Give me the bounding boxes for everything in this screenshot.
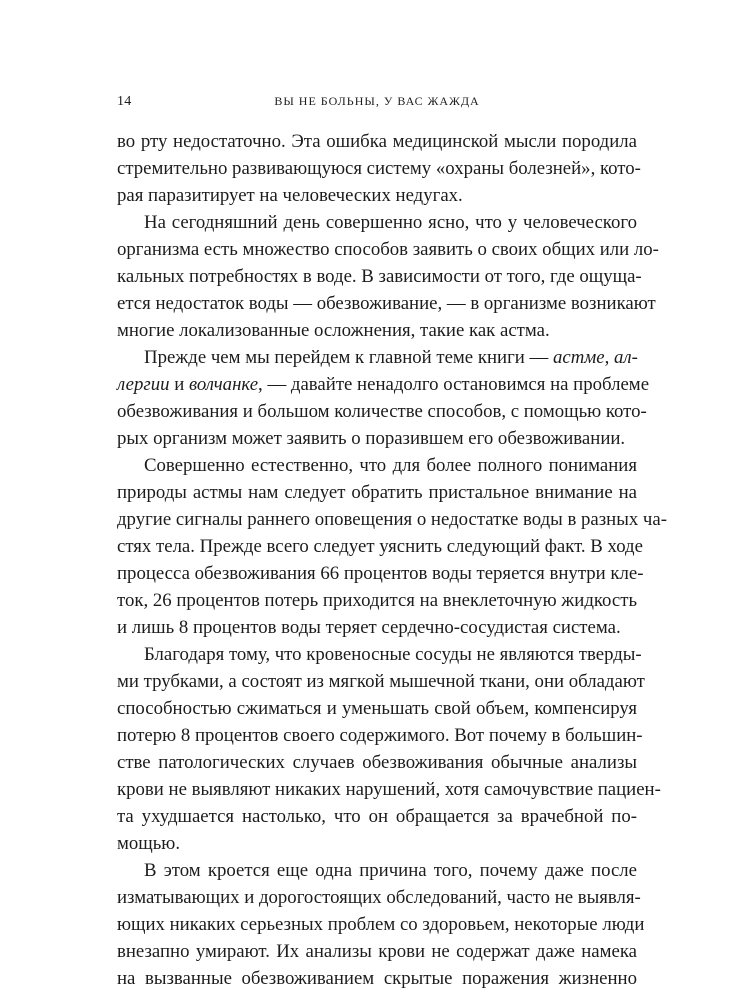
text-line: природы астмы нам следует обратить пристальное внимание на [117, 482, 637, 503]
text-line: та ухудшается настолько, что он обращается за врачебной по- [117, 806, 637, 827]
text-line: В этом кроется еще одна причина того, почему даже после [144, 860, 637, 881]
text-run: , [604, 347, 615, 368]
text-line: многие локализованные осложнения, такие как астма. [117, 320, 550, 341]
text-line: во рту недостаточно. Эта ошибка медицинской мысли породила [117, 131, 637, 152]
text-line [117, 371, 650, 398]
paragraph-2 [117, 209, 659, 344]
text-line: стве патологических случаев обезвоживания обычные анализы [117, 752, 637, 773]
text-line: на вызванные обезвоживанием скрытые поражения жизненно [117, 968, 637, 989]
paragraph-5 [117, 641, 661, 857]
text-line: ется недостаток воды — обезвоживание, — в организме возникают [117, 293, 656, 314]
text-line: изматывающих и дорогостоящих обследований, часто не выявля- [117, 887, 641, 908]
text-line: крови не выявляют никаких нарушений, хотя самочувствие пациен- [117, 779, 661, 800]
text-line: организма есть множество способов заявить о своих общих или ло- [117, 239, 659, 260]
text-line: стремительно развивающуюся систему «охраны болезней», кото- [117, 158, 641, 179]
text-line: рая паразитирует на человеческих недугах. [117, 185, 463, 206]
paragraph-1 [117, 128, 641, 209]
term-allergy-rest: лергии [117, 374, 170, 395]
text-line: стях тела. Прежде всего следует уяснить следующий факт. В ходе [117, 536, 643, 557]
text-line: обезвоживания и большом количестве способов, с помощью кото- [117, 401, 647, 422]
text-line: внезапно умирают. Их анализы крови не содержат даже намека [117, 941, 637, 962]
text-line: потерю 8 процентов своего содержимого. Вот почему в большин- [117, 725, 643, 746]
text-line: мощью. [117, 833, 181, 854]
term-allergy-part: ал- [614, 347, 638, 368]
paragraph-3 [117, 344, 650, 452]
running-head [117, 94, 637, 118]
text-run: , — давайте ненадолго остановимся на проблеме [258, 374, 650, 395]
text-line: ющих никаких серьезных проблем со здоровьем, некоторые люди [117, 914, 645, 935]
text-line: рых организм может заявить о поразившем его обезвоживании. [117, 428, 626, 449]
paragraph-6 [117, 857, 645, 992]
running-title: ВЫ НЕ БОЛЬНЫ, У ВАС ЖАЖДА [274, 94, 480, 108]
text-line: кальных потребностях в воде. В зависимости от того, где ощуща- [117, 266, 642, 287]
text-run: и [169, 374, 189, 395]
text-line: способностью сжиматься и уменьшать свой объем, компенсируя [117, 698, 637, 719]
text-line: процесса обезвоживания 66 процентов воды теряется внутри кле- [117, 563, 644, 584]
term-asthma: астме [553, 347, 605, 368]
text-line: и лишь 8 процентов воды теряет сердечно-сосудистая система. [117, 617, 621, 638]
text-line [117, 344, 637, 371]
text-run: Прежде чем мы перейдем к главной теме книги — [144, 347, 553, 368]
text-line: Благодаря тому, что кровеносные сосуды не являются тверды- [144, 644, 642, 665]
text-line: На сегодняшний день совершенно ясно, что у человеческого [144, 212, 637, 233]
text-line: ми трубками, а состоят из мягкой мышечной ткани, они обладают [117, 671, 645, 692]
term-lupus: волчанке [188, 374, 259, 395]
paragraph-4 [117, 452, 667, 641]
body-text [117, 128, 667, 992]
page-number: 14 [117, 94, 132, 109]
text-line: другие сигналы раннего оповещения о недостатке воды в разных ча- [117, 509, 667, 530]
text-line: Совершенно естественно, что для более полного понимания [144, 455, 637, 476]
book-page [117, 94, 667, 992]
text-line: ток, 26 процентов потерь приходится на внеклеточную жидкость [117, 590, 638, 611]
